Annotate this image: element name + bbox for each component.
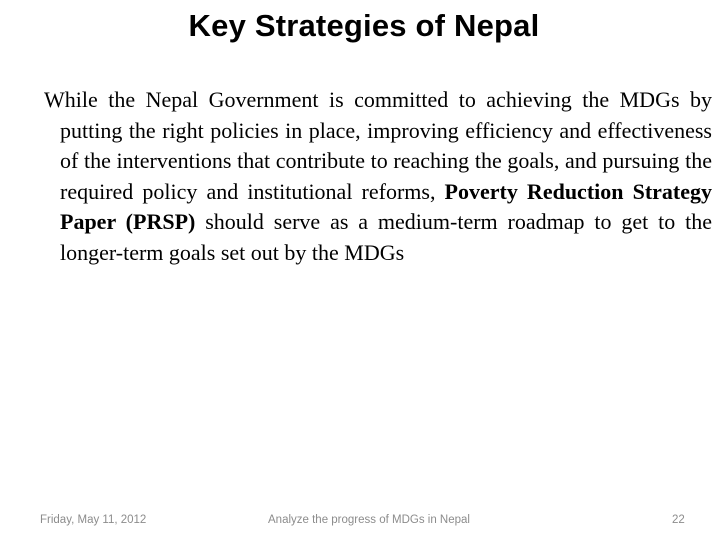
paragraph-text-part2: should serve as a medium-term roadmap to get to the longer-term goals set out by the MDGs [60,209,712,265]
footer-title: Analyze the progress of MDGs in Nepal [268,514,470,526]
footer-date: Friday, May 11, 2012 [40,514,147,526]
paragraph-text-part1: While the Nepal Government is committed to achieving the MDGs by putting the right policies in place, improving efficiency and effectiveness of the interventions that contribute to reaching the goals, and pursuing the required policy and institutional reforms, [44,87,712,204]
prsp-bold-text: Poverty Reduction Strategy Paper (PRSP) [60,178,713,234]
body-paragraph [44,85,712,268]
slide-number: 22 [672,514,685,526]
slide-title: Key Strategies of Nepal [188,8,540,43]
